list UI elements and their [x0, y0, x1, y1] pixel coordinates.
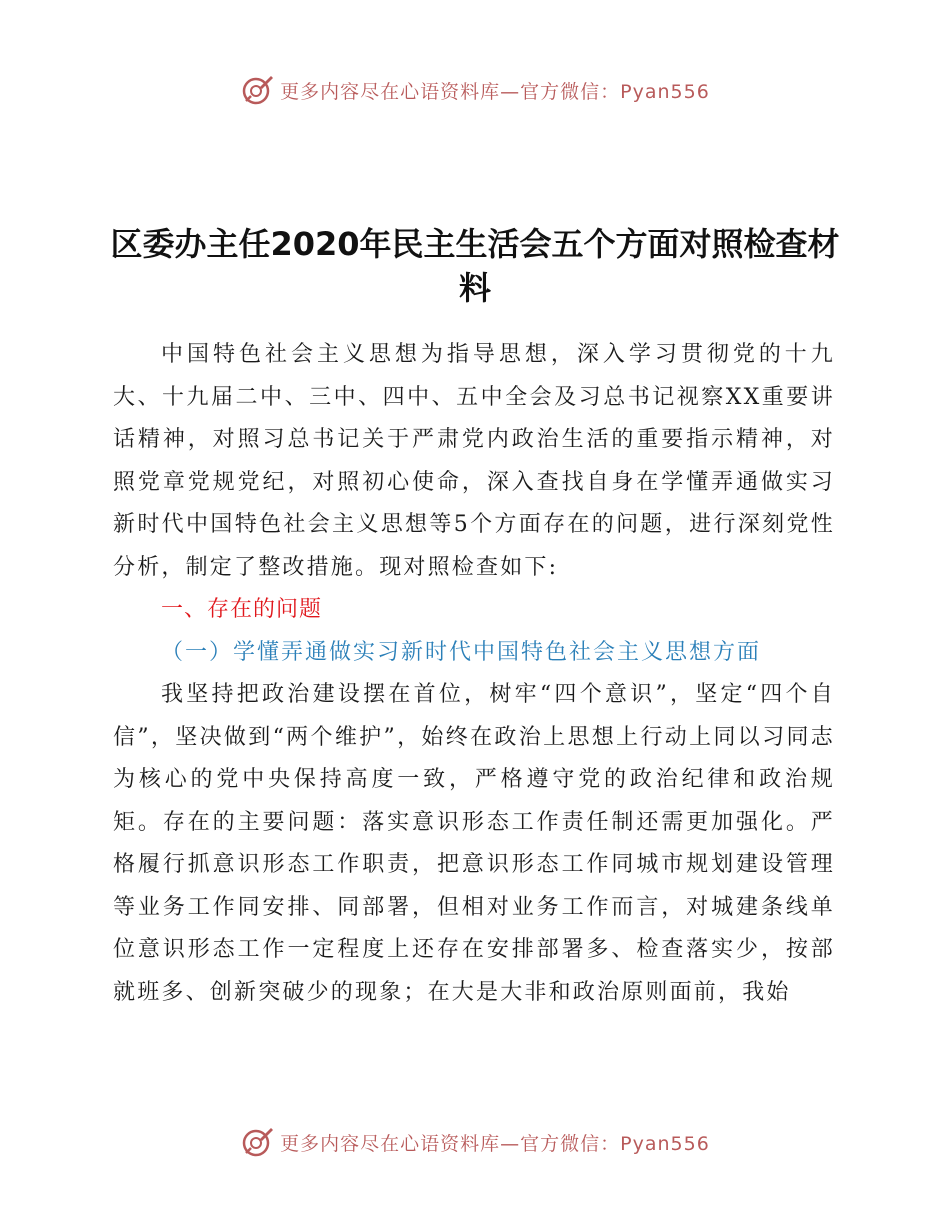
- document-body: [113, 334, 835, 1014]
- section-heading-problems: 一、存在的问题: [161, 597, 323, 622]
- intro-paragraph: 中国特色社会主义思想为指导思想，深入学习贯彻党的十九大、十九届二中、三中、四中、五中全会及习总书记视察XX重要讲话精神，对照习总书记关于严肃党内政治生活的重要指示精神，对照党章党规党纪，对照初心使命，深入查找自身在学懂弄通做实习新时代中国特色社会主义思想等5个方面存在的问题，进行深刻党性分析，制定了整改措施。现对照检查如下:: [113, 342, 835, 580]
- pen-logo-icon: [240, 1125, 274, 1159]
- footer-banner: [0, 1122, 950, 1162]
- body-paragraph: 我坚持把政治建设摆在首位，树牢“四个意识”，坚定“四个自信”，坚决做到“两个维护”，始终在政治上思想上行动上同以习同志为核心的党中央保持高度一致，严格遵守党的政治纪律和政治规矩。存在的主要问题：落实意识形态工作责任制还需更加强化。严格履行抓意识形态工作职责，把意识形态工作同城市规划建设管理等业务工作同安排、同部署，但相对业务工作而言，对城建条线单位意识形态工作一定程度上还存在安排部署多、检查落实少，按部就班多、创新突破少的现象；在大是大非和政治原则面前，我始: [113, 682, 835, 1005]
- header-banner: [0, 70, 950, 110]
- header-banner-text: 更多内容尽在心语资料库—官方微信：Pyan556: [280, 80, 710, 103]
- document-title: 区委办主任2020年民主生活会五个方面对照检查材料: [110, 225, 840, 307]
- pen-logo-icon: [240, 73, 274, 107]
- subsection-heading-study: （一）学懂弄通做实习新时代中国特色社会主义思想方面: [161, 639, 762, 665]
- footer-banner-text: 更多内容尽在心语资料库—官方微信：Pyan556: [280, 1132, 710, 1155]
